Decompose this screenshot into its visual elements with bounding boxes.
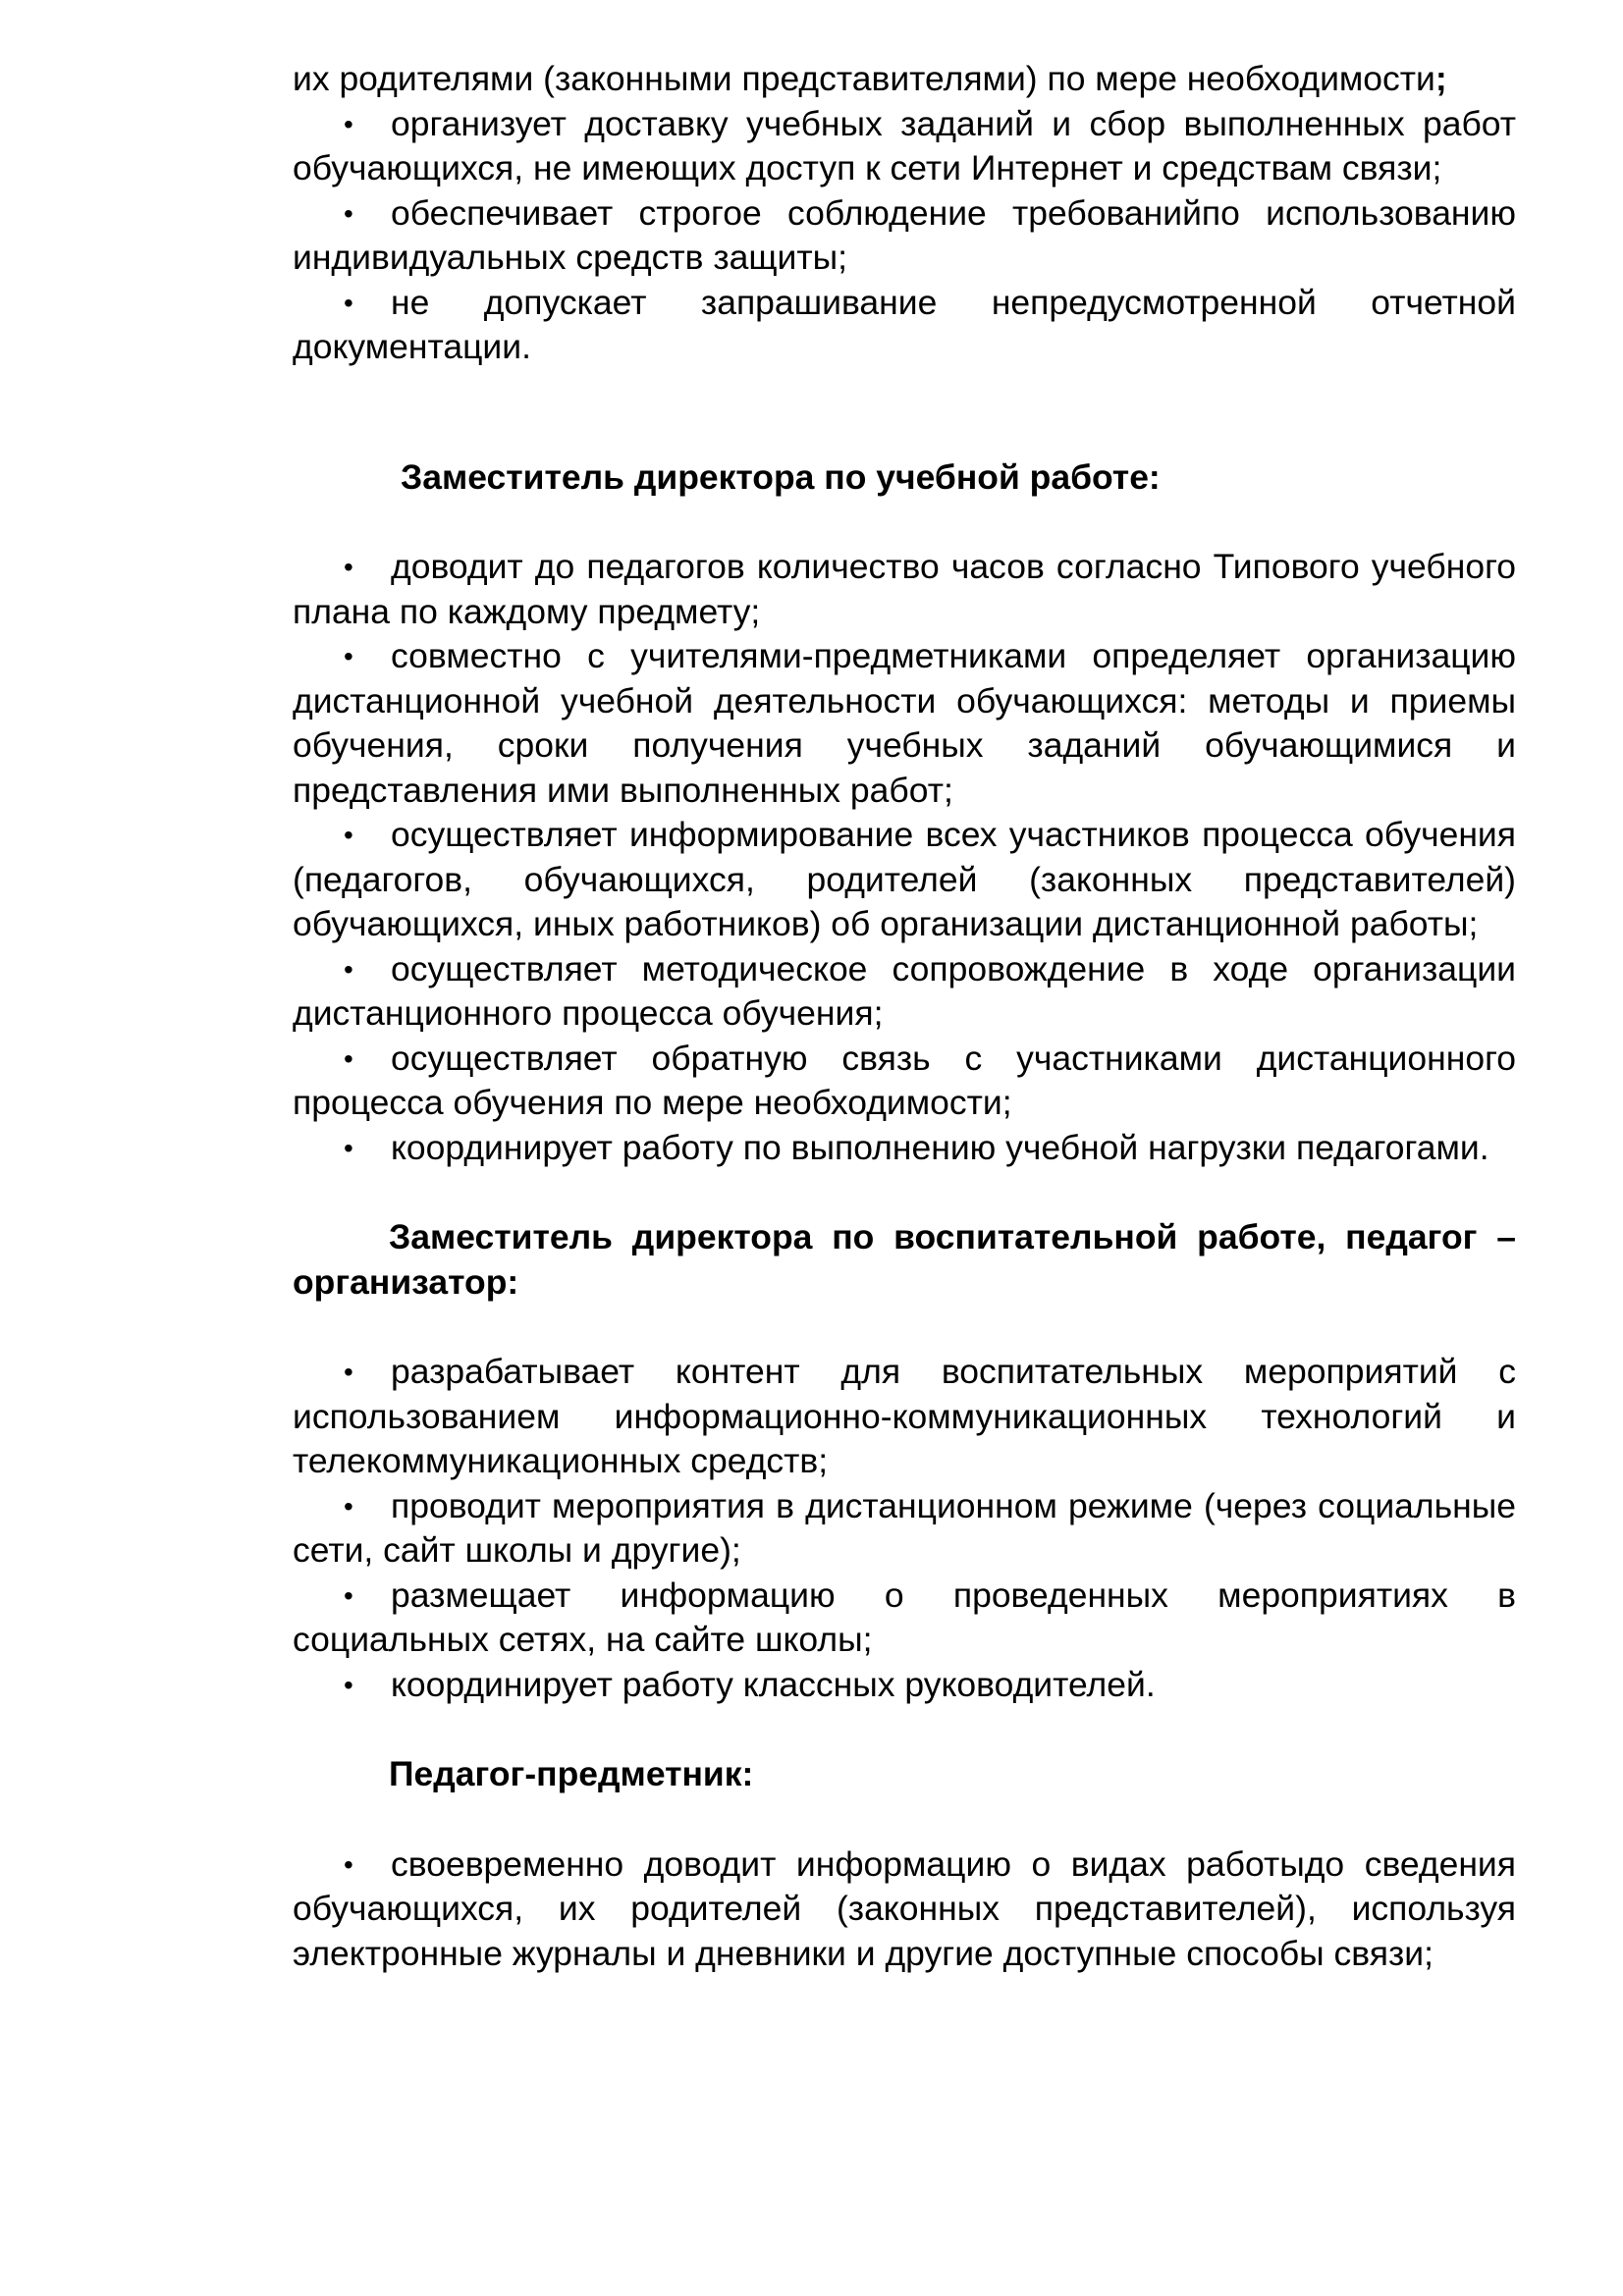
bullet-icon: • [344, 820, 353, 850]
list-item [293, 947, 1516, 1037]
bullet-icon: • [344, 197, 353, 229]
bullet-icon: • [344, 1132, 353, 1163]
list-item-text: проводит мероприятия в дистанционном режиме (через социальные сети, сайт школы и другие); [293, 1485, 1516, 1570]
list-item-text: координирует работу по выполнению учебной нагрузки педагогами. [391, 1127, 1489, 1167]
spacer [293, 370, 1516, 455]
bullet-icon: • [344, 287, 353, 318]
bullet-icon: • [344, 1669, 353, 1700]
list-item [293, 1663, 1516, 1708]
list-item-text: не допускает запрашивание непредусмотренной отчетной документации. [293, 282, 1516, 366]
bullet-icon: • [344, 1490, 353, 1522]
list-item [293, 1126, 1516, 1171]
list-item-text: своевременно доводит информацию о видах работыдо сведения обучающихся, их родителей (законных представителей), используя электронные журналы и дневники и другие доступные способы связи; [293, 1843, 1516, 1973]
section-heading-academic: Заместитель директора по учебной работе: [401, 456, 1161, 497]
bullet-icon: • [344, 953, 353, 985]
bullet-icon: • [344, 1357, 353, 1387]
intro-continuation-text: их родителями (законными представителями) по мере необходимости [293, 59, 1435, 98]
document-page [293, 57, 1516, 1976]
section-heading-subject-teacher: Педагог-предметник: [389, 1754, 754, 1793]
spacer [293, 1707, 1516, 1752]
section-heading-upbringing: Заместитель директора по воспитательной работе, педагог –организатор: [293, 1217, 1516, 1302]
list-item [293, 545, 1516, 634]
list-item-text: разрабатывает контент для воспитательных мероприятий с использованием информационно-коммуникационных технологий и телекоммуникационных средств; [293, 1352, 1516, 1480]
list-item-text: доводит до педагогов количество часов согласно Типового учебного плана по каждому предмету; [293, 547, 1516, 631]
intro-continuation-end: ; [1434, 59, 1447, 98]
bullet-icon: • [344, 1848, 353, 1880]
list-item [293, 1842, 1516, 1977]
list-item-text: организует доставку учебных заданий и сбор выполненных работ обучающихся, не имеющих доступ к сети Интернет и средствам связи; [293, 103, 1516, 187]
list-item-text: осуществляет информирование всех участников процесса обучения (педагогов, обучающихся, родителей (законных представителей) обучающихся, иных работников) об организации дистанционной работы; [293, 815, 1516, 943]
bullet-icon: • [344, 641, 353, 671]
spacer [293, 1305, 1516, 1350]
list-item [293, 1037, 1516, 1126]
list-item-text: обеспечивает строгое соблюдение требованийпо использованию индивидуальных средств защиты; [293, 192, 1516, 277]
bullet-icon: • [344, 1579, 353, 1611]
list-item [293, 191, 1516, 281]
list-item [293, 634, 1516, 813]
intro-continuation [293, 57, 1516, 102]
bullet-icon: • [344, 552, 353, 582]
list-item [293, 813, 1516, 947]
list-item [293, 281, 1516, 370]
list-item [293, 102, 1516, 191]
list-item-text: осуществляет обратную связь с участниками дистанционного процесса обучения по мере необходимости; [293, 1038, 1516, 1122]
bullet-icon: • [344, 1042, 353, 1074]
spacer [293, 1797, 1516, 1842]
spacer [293, 500, 1516, 545]
list-item-text: осуществляет методическое сопровождение в ходе организации дистанционного процесса обучения; [293, 948, 1516, 1033]
list-item [293, 1574, 1516, 1663]
list-item [293, 1484, 1516, 1574]
spacer [293, 1170, 1516, 1215]
bullet-icon: • [344, 108, 353, 139]
list-item-text: координирует работу классных руководителей. [391, 1664, 1156, 1704]
list-item [293, 1350, 1516, 1484]
list-item-text: размещает информацию о проведенных мероприятиях в социальных сетях, на сайте школы; [293, 1575, 1516, 1659]
list-item-text: совместно с учителями-предметниками определяет организацию дистанционной учебной деятельности обучающихся: методы и приемы обучения, сроки получения учебных заданий обучающимися и представления ими выполненных работ; [293, 636, 1516, 810]
